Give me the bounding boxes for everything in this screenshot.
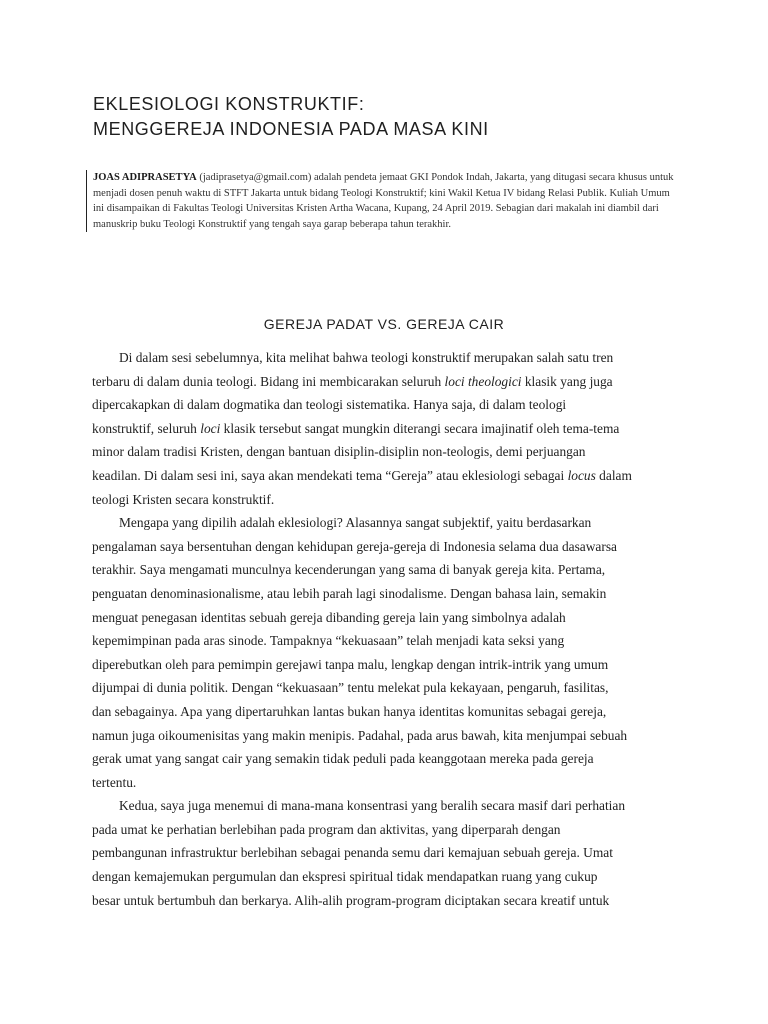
title-line-1: EKLESIOLOGI KONSTRUKTIF: (93, 94, 365, 114)
body-line: namun juga oikoumenisitas yang makin menipis. Padahal, pada arus bawah, kita menjumpai sebuah (92, 727, 628, 743)
body-line: diperebutkan oleh para pemimpin gerejawi tanpa malu, lengkap dengan intrik-intrik yang umum (92, 656, 609, 672)
body-line: besar untuk bertumbuh dan berkarya. Alih-alih program-program diciptakan secara kreatif untuk (92, 892, 610, 908)
body-line: gerak umat yang sangat cair yang semakin tidak peduli pada keanggotaan mereka pada gereja (92, 751, 594, 767)
body-line: terbaru di dalam dunia teologi. Bidang ini membicarakan seluruh loci theologici klasik yang juga (92, 373, 613, 389)
body-line: teologi Kristen secara konstruktif. (92, 491, 275, 507)
body-line: Kedua, saya juga menemui di mana-mana konsentrasi yang beralih secara masif dari perhatian (119, 798, 626, 814)
body-line: tertentu. (92, 774, 137, 790)
body-line: keadilan. Di dalam sesi ini, saya akan mendekati tema “Gereja” atau eklesiologi sebagai locus dalam (92, 467, 632, 483)
body-line: pembangunan infrastruktur berlebihan sebagai penanda semu dari kemajuan sebuah gereja. Umat (92, 845, 613, 861)
body-line: dengan kemajemukan pergumulan dan ekspresi spiritual tidak mendapatkan ruang yang cukup (92, 869, 598, 885)
title-line-2: MENGGEREJA INDONESIA PADA MASA KINI (93, 119, 489, 139)
author-note-text: (jadiprasetya@gmail.com) adalah pendeta jemaat GKI Pondok Indah, Jakarta, yang ditugasi secara khusus untuk menjadi dosen penuh waktu di STFT Jakarta untuk bidang Teologi Konstruktif; kini Wakil Ketua IV bidang Relasi Publik. Kuliah Umum ini disampaikan di Fakultas Teologi Universitas Kristen Artha Wacana, Kupang, 24 April 2019. Sebagian dari makalah ini diambil dari manuskrip buku Teologi Konstruktif yang tengah saya garap beberapa tahun terakhir. (93, 172, 674, 230)
body-line: konstruktif, seluruh loci klasik tersebut sangat mungkin diterangi secara imajinatif oleh tema-tema (92, 420, 620, 436)
body-line: pengalaman saya bersentuhan dengan kehidupan gereja-gereja di Indonesia selama dua dasawarsa (92, 538, 617, 554)
body-line: kepemimpinan pada aras sinode. Tampaknya “kekuasaan” telah menjadi kata seksi yang (92, 633, 565, 649)
body-line: menguat penegasan identitas sebuah gereja dibanding gereja lain yang simbolnya adalah (92, 609, 566, 625)
author-name: JOAS ADIPRASETYA (93, 172, 197, 183)
body-line: dan sebagainya. Apa yang dipertaruhkan lantas bukan hanya identitas komunitas sebagai gereja, (92, 703, 607, 719)
body-line: penguatan denominasionalisme, atau lebih parah lagi sinodalisme. Dengan bahasa lain, semakin (92, 585, 607, 601)
body-line: terakhir. Saya mengamati munculnya kecenderungan yang sama di banyak gereja kita. Pertama, (92, 562, 606, 578)
body-line: dipercakapkan di dalam dogmatika dan teologi sistematika. Hanya saja, di dalam teologi (92, 397, 567, 413)
body-line: Di dalam sesi sebelumnya, kita melihat bahwa teologi konstruktif merupakan salah satu tren (119, 350, 614, 365)
article-title (93, 92, 489, 142)
section-heading: GEREJA PADAT VS. GEREJA CAIR (263, 316, 505, 332)
body-text (92, 346, 632, 912)
body-line: dijumpai di dunia politik. Dengan “kekuasaan” tentu melekat pula kekayaan, pengaruh, fasilitas, (92, 680, 609, 696)
author-footnote (86, 170, 683, 232)
body-line: pada umat ke perhatian berlebihan pada program dan aktivitas, yang diperparah dengan (92, 821, 561, 837)
body-line: minor dalam tradisi Kristen, dengan bantuan disiplin-disiplin non-teologis, demi perjuangan (92, 444, 586, 460)
body-line: Mengapa yang dipilih adalah eklesiologi? Alasannya sangat subjektif, yaitu berdasarkan (119, 515, 592, 531)
